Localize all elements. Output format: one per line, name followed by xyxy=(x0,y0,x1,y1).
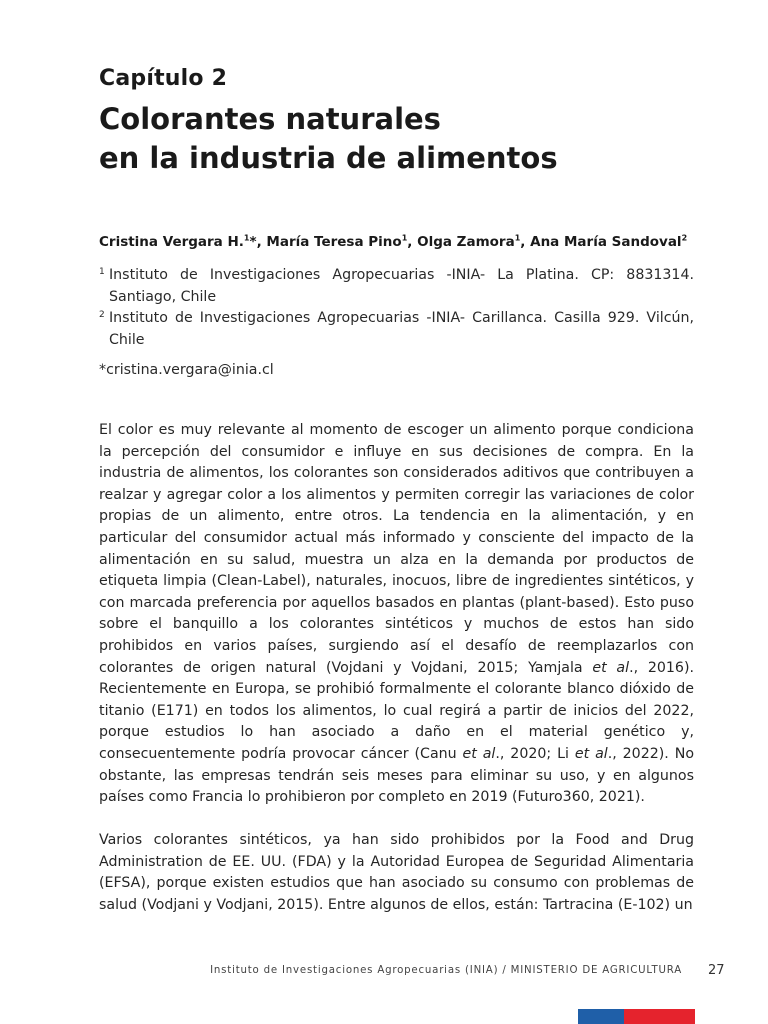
affiliation-number: 2 xyxy=(99,310,105,320)
flag-stripe-blue xyxy=(578,1009,624,1024)
affiliation-text: Instituto de Investigaciones Agropecuarias -INIA- La Platina. CP: 8831314. Santiago, Chile xyxy=(109,267,694,305)
paragraph: Varios colorantes sintéticos, ya han sido prohibidos por la Food and Drug Administration de EE. UU. (FDA) y la Autoridad Europea de Seguridad Alimentaria (EFSA), porque existen estudios que han asociado su consumo con problemas de salud (Vodjani y Vodjani, 2015). Entre algunos de ellos, están: Tartracina (E-102) un xyxy=(99,832,694,914)
chapter-title xyxy=(99,100,558,178)
corresponding-email: *cristina.vergara@inia.cl xyxy=(99,362,274,378)
chapter-title-line-1: Colorantes naturales xyxy=(99,102,441,136)
chapter-label: Capítulo 2 xyxy=(99,66,228,91)
page-number: 27 xyxy=(708,963,725,978)
affiliation-number: 1 xyxy=(99,267,105,277)
footer-text: Instituto de Investigaciones Agropecuarias (INIA) / MINISTERIO DE AGRICULTURA xyxy=(210,965,682,976)
flag-stripe-red xyxy=(624,1009,695,1024)
author: Olga Zamora$^1$, xyxy=(417,233,531,250)
affiliation-item xyxy=(99,308,694,351)
chapter-title-line-2: en la industria de alimentos xyxy=(99,141,558,175)
author: Ana María Sandoval$^2$ xyxy=(530,233,688,250)
author: María Teresa Pino$^1$, xyxy=(266,233,418,250)
affiliation-list xyxy=(99,265,694,351)
body-text xyxy=(99,420,694,938)
paragraph: El color es muy relevante al momento de escoger un alimento porque condiciona la percepción del consumidor e influye en sus decisiones de compra. En la industria de alimentos, los colorantes son considerados aditivos que contribuyen a realzar y agregar color a los alimentos y permiten corregir las variaciones de color propias de un alimento, entre otros. La tendencia en la alimentación, y en particular del consumidor actual más informado y consciente del impacto de la alimentación en su salud, muestra un alza en la demanda por productos de etiqueta limpia (Clean-Label), naturales, inocuos, libre de ingredientes sintéticos, y con marcada preferencia por aquellos basados en plantas (plant-based). Esto puso sobre el banquillo a los colorantes sintéticos y muchos de estos han sido prohibidos en varios países, surgiendo así el desafío de reemplazarlos con colorantes de origen natural (Vojdani y Vojdani, 2015; Yamjala et al., 2016). Recientemente en Europa, se prohibió formalmente el colorante blanco dióxido de titanio (E171) en todos los alimentos, lo cual regirá a partir de inicios del 2022, porque estudios lo han asociado a daño en el material genético y, consecuentemente podría provocar cáncer (Canu et al., 2020; Li et al., 2022). No obstante, las empresas tendrán seis meses para eliminar su uso, y en algunos países como Francia lo prohibieron por completo en 2019 (Futuro360, 2021). xyxy=(99,422,695,806)
author: Cristina Vergara H.$^1$*, xyxy=(99,233,267,250)
affiliation-item xyxy=(99,265,694,308)
affiliation-text: Instituto de Investigaciones Agropecuarias -INIA- Carillanca. Casilla 929. Vilcún, Chile xyxy=(109,310,694,348)
author-list xyxy=(99,234,699,250)
